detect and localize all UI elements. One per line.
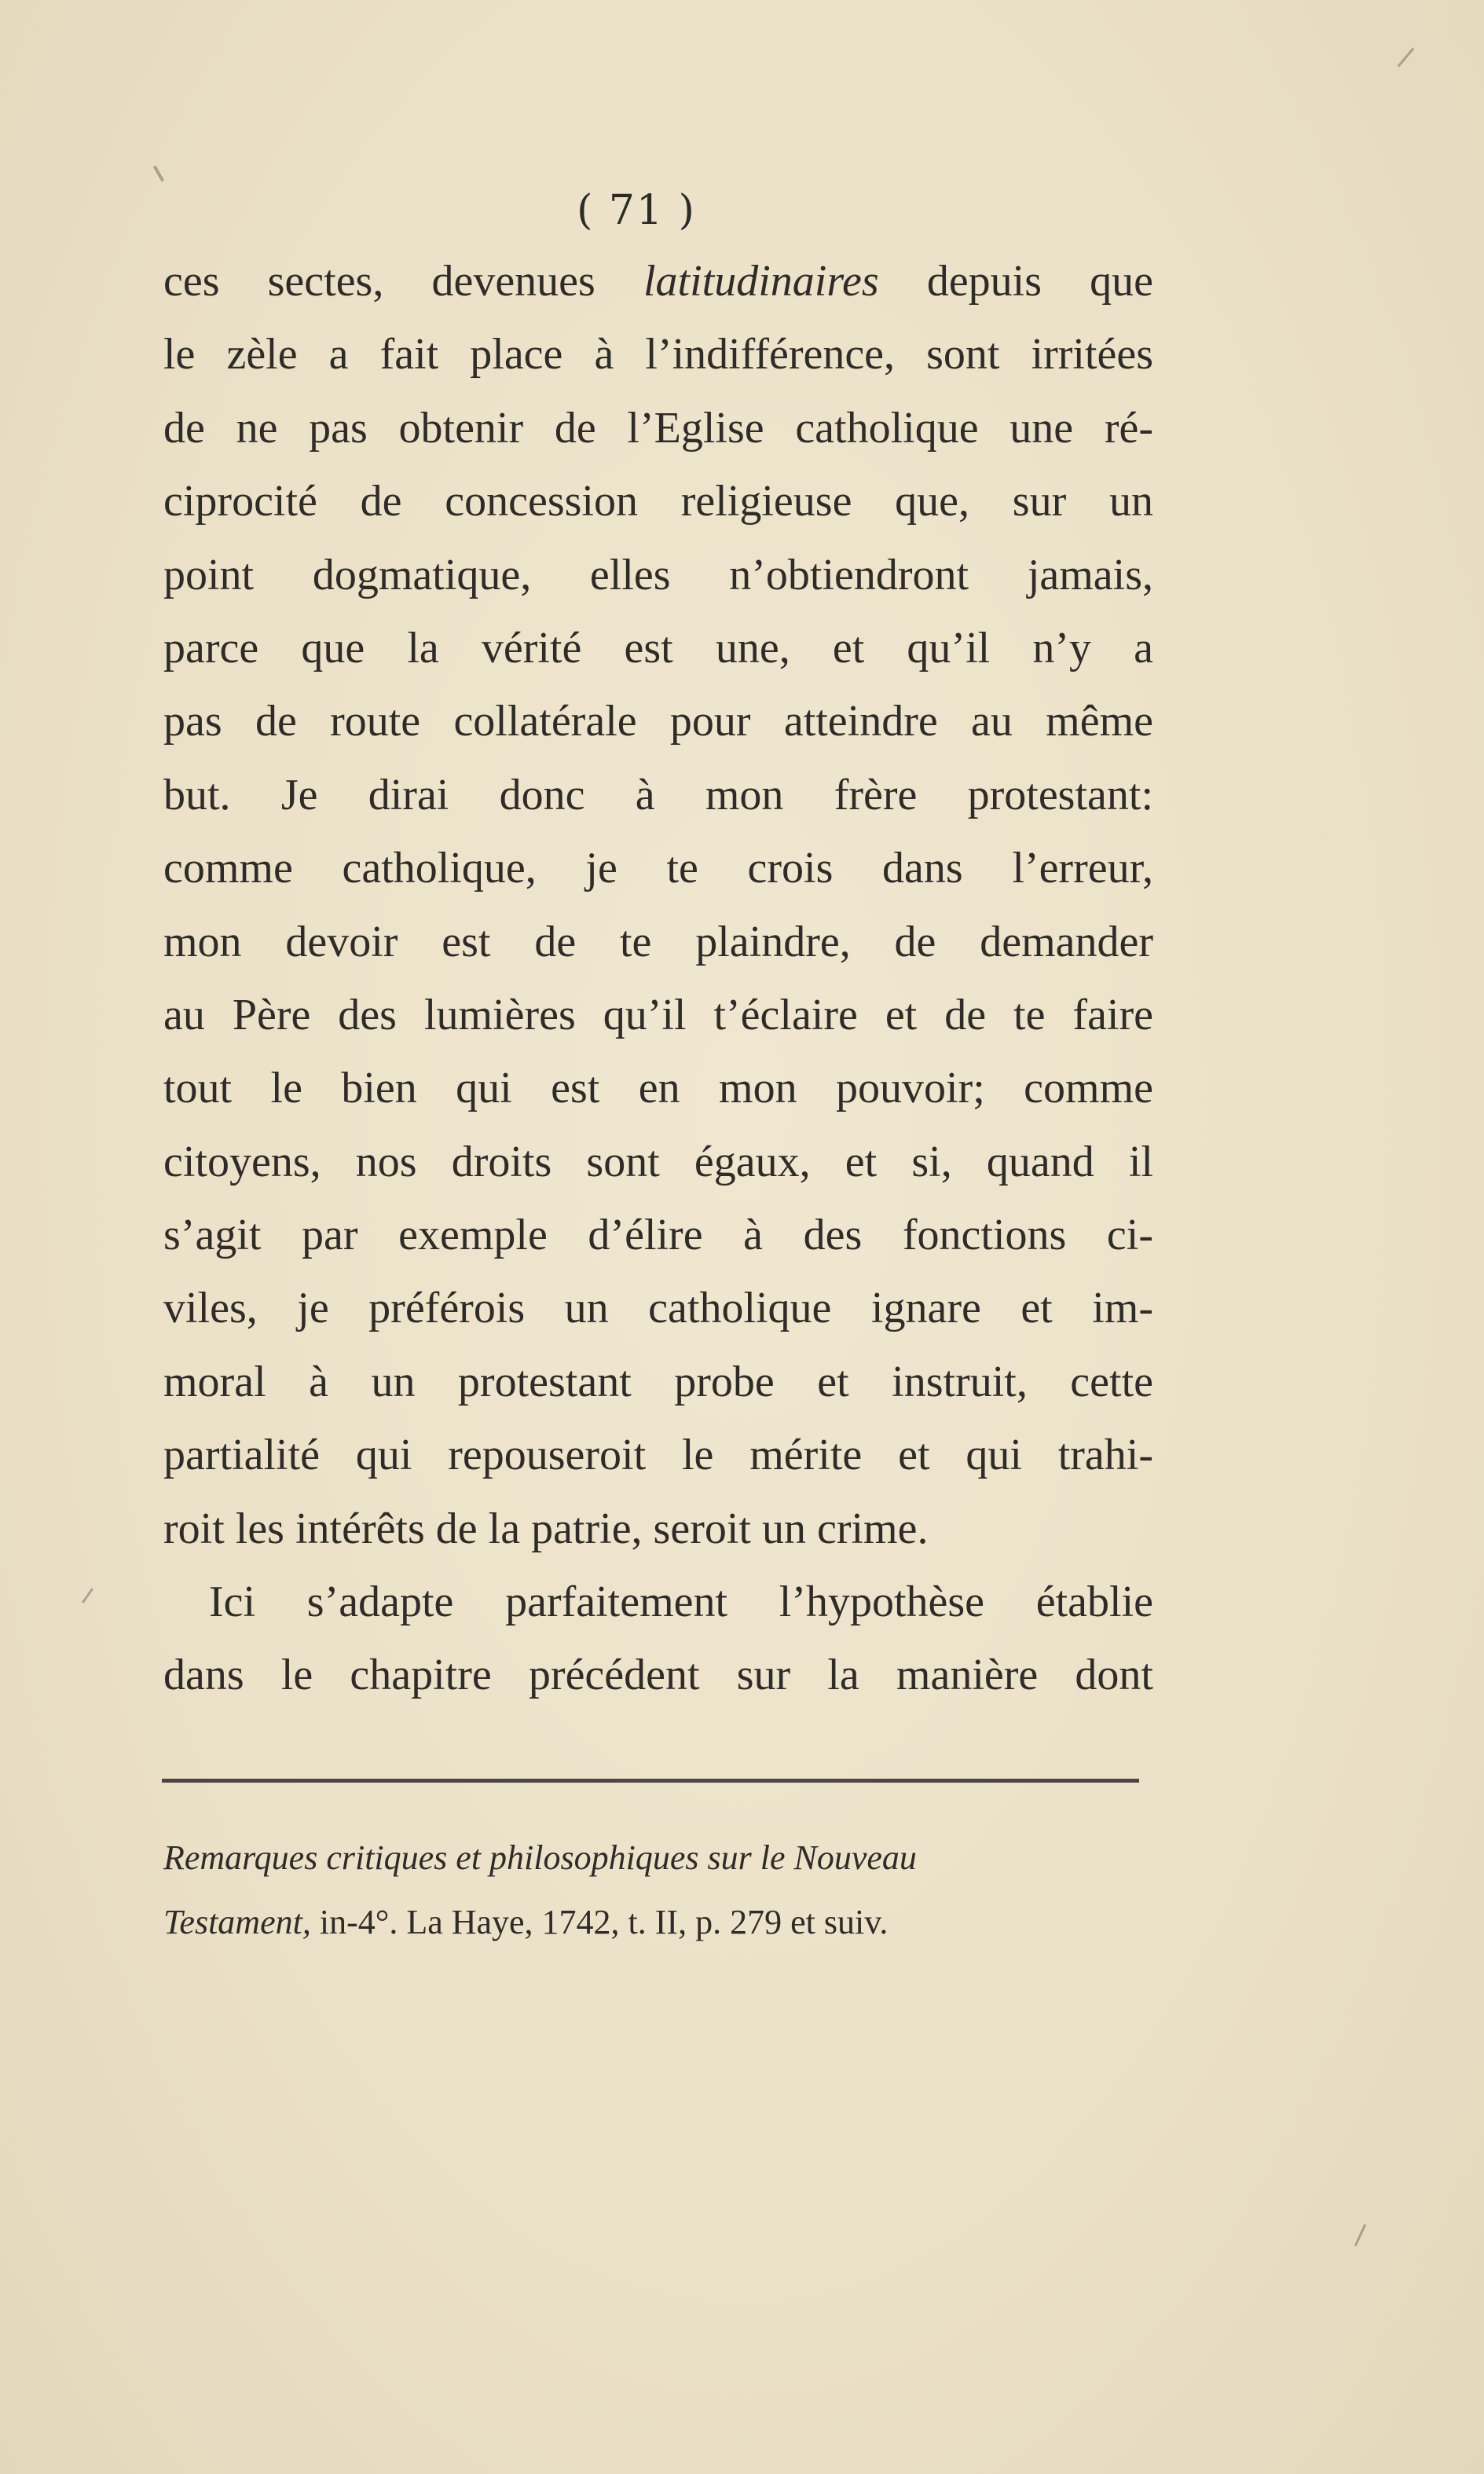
paper-speck bbox=[1354, 2224, 1366, 2246]
body-line-text: viles, je préférois un catholique ignare et im- bbox=[163, 1284, 1153, 1333]
body-line-text: point dogmatique, elles n’obtiendront jamais, bbox=[163, 550, 1153, 599]
body-line-text: ciprocité de concession religieuse que, sur un bbox=[163, 477, 1153, 526]
body-line bbox=[163, 979, 1153, 1052]
paper-speck bbox=[82, 1588, 93, 1604]
body-line-text: le zèle a fait place à l’indifférence, sont irritées bbox=[163, 330, 1153, 379]
body-line-text: de ne pas obtenir de l’Eglise catholique une ré- bbox=[163, 403, 1153, 453]
page-number: ( 71 ) bbox=[577, 187, 696, 234]
italic-term: latitudinaires bbox=[643, 257, 879, 306]
body-line-text: ces sectes, devenues bbox=[163, 257, 643, 306]
footnote-line-2 bbox=[163, 1890, 1185, 1955]
body-line bbox=[163, 832, 1153, 905]
body-line bbox=[163, 392, 1153, 465]
body-line-text: partialité qui repouseroit le mérite et qui trahi- bbox=[163, 1431, 1153, 1480]
body-line-text: citoyens, nos droits sont égaux, et si, quand il bbox=[163, 1137, 1153, 1186]
body-line bbox=[163, 1052, 1153, 1125]
footnote-title-end: Testament, bbox=[163, 1903, 311, 1941]
body-line bbox=[163, 1272, 1153, 1345]
body-line bbox=[163, 1639, 1153, 1712]
body-line-text: dans le chapitre précédent sur la manière dont bbox=[163, 1651, 1153, 1700]
footnote-title: Remarques critiques et philosophiques sur le Nouveau bbox=[163, 1838, 917, 1877]
body-line bbox=[163, 318, 1153, 391]
paper-speck bbox=[153, 165, 164, 181]
body-text bbox=[163, 245, 1153, 1713]
footnote-citation: in-4°. La Haye, 1742, t. II, p. 279 et suiv. bbox=[310, 1903, 889, 1941]
body-line-text: mon devoir est de te plaindre, de demander bbox=[163, 917, 1153, 966]
body-line bbox=[163, 759, 1153, 832]
body-line bbox=[163, 1566, 1153, 1639]
body-line-text: tout le bien qui est en mon pouvoir; comme bbox=[163, 1064, 1153, 1113]
body-line-text: but. Je dirai donc à mon frère protestant: bbox=[163, 770, 1153, 819]
body-line-text: Ici s’adapte parfaitement l’hypothèse établie bbox=[209, 1578, 1153, 1627]
body-line bbox=[163, 1346, 1153, 1419]
body-line-text: s’agit par exemple d’élire à des fonctions ci- bbox=[163, 1211, 1153, 1260]
body-line-text: pas de route collatérale pour atteindre au même bbox=[163, 697, 1153, 746]
body-line bbox=[163, 1493, 1153, 1566]
body-line-text: moral à un protestant probe et instruit, cette bbox=[163, 1357, 1153, 1406]
body-line-text: depuis que bbox=[878, 257, 1154, 306]
body-line bbox=[163, 1419, 1153, 1492]
paper-speck bbox=[1398, 48, 1415, 68]
body-line bbox=[163, 906, 1153, 979]
body-line bbox=[163, 612, 1153, 685]
body-line bbox=[163, 539, 1153, 612]
body-line-text: comme catholique, je te crois dans l’erreur, bbox=[163, 844, 1153, 893]
body-line bbox=[163, 1126, 1153, 1199]
body-line bbox=[163, 1199, 1153, 1272]
body-line bbox=[163, 465, 1153, 538]
body-line bbox=[163, 245, 1153, 318]
footnote-line-1 bbox=[163, 1826, 1185, 1890]
body-line-text: parce que la vérité est une, et qu’il n’y a bbox=[163, 623, 1153, 673]
body-line bbox=[163, 685, 1153, 758]
footnote-rule bbox=[162, 1779, 1139, 1783]
body-line-text: au Père des lumières qu’il t’éclaire et de te faire bbox=[163, 990, 1153, 1039]
body-line-text: roit les intérêts de la patrie, seroit un crime. bbox=[163, 1504, 929, 1553]
footnote bbox=[163, 1826, 1185, 1955]
